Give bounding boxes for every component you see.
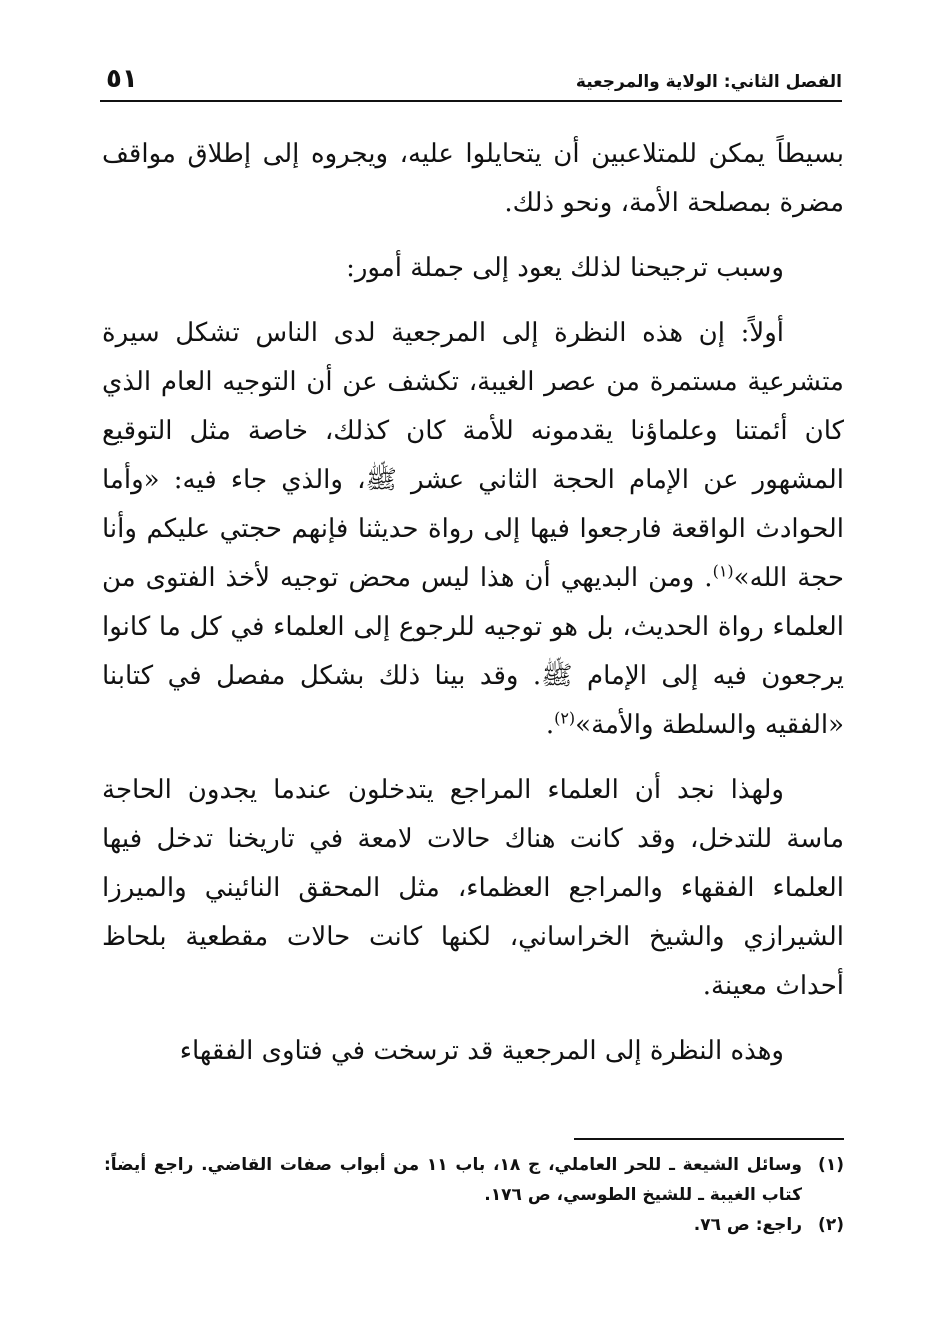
footnote-1 (104, 1150, 844, 1210)
page-number: ٥١ (106, 64, 138, 94)
footnotes (104, 1150, 844, 1240)
paragraph-3-part-c: . (545, 710, 555, 740)
footnote-text-1: وسائل الشيعة ـ للحر العاملي، ج ١٨، باب ١١ من أبواب صفات القاضي. راجع أيضاً: كتاب الغيبة ـ للشيخ الطوسي، ص ١٧٦. (104, 1155, 802, 1205)
footnote-divider (574, 1138, 844, 1140)
page-header (100, 62, 842, 102)
chapter-title: الفصل الثاني: الولاية والمرجعية (575, 72, 842, 92)
footnote-mark-1: (١) (818, 1155, 844, 1175)
paragraph-5: وهذه النظرة إلى المرجعية قد ترسخت في فتاوى الفقهاء (179, 1036, 784, 1066)
main-text (102, 130, 844, 1092)
footnote-mark-2: (٢) (818, 1215, 844, 1235)
paragraph-3-part-a: أولاً: إن هذه النظرة إلى المرجعية لدى الناس تشكل سيرة متشرعية مستمرة من عصر الغيبة، تكشف عن أن التوجيه العام الذي كان أئمتنا وعلماؤنا يقدمونه للأمة كان كذلك، خاصة مثل التوقيع المشهور عن الإمام الحجة الثاني عشر ﷺ، والذي جاء فيه: «وأما الحوادث الواقعة فارجعوا فيها إلى رواة حديثنا فإنهم حجتي عليكم وأنا حجة الله» (102, 318, 844, 593)
paragraph-1: بسيطاً يمكن للمتلاعبين أن يتحايلوا عليه، ويجروه إلى إطلاق مواقف مضرة بمصلحة الأمة، ونحو ذلك. (102, 139, 844, 218)
footnote-2 (104, 1210, 844, 1240)
footnote-ref-2: (٢) (554, 708, 576, 728)
footnote-text-2: راجع: ص ٧٦. (693, 1215, 802, 1235)
header-divider (100, 100, 842, 102)
paragraph-2: وسبب ترجيحنا لذلك يعود إلى جملة أمور: (346, 253, 784, 283)
paragraph-3 (102, 309, 844, 750)
footnote-ref-1: (١) (712, 561, 734, 581)
paragraph-3-part-b: . ومن البديهي أن هذا ليس محض توجيه لأخذ الفتوى من العلماء رواة الحديث، بل هو توجيه للرجوع إلى العلماء في كل ما كانوا يرجعون فيه إلى الإمام ﷺ. وقد بينا ذلك بشكل مفصل في كتابنا «الفقيه والسلطة والأمة» (102, 563, 844, 740)
paragraph-4: ولهذا نجد أن العلماء المراجع يتدخلون عندما يجدون الحاجة ماسة للتدخل، وقد كانت هناك حالات لامعة في تاريخنا تدخل فيها العلماء الفقهاء والمراجع العظماء، مثل المحقق النائيني والميرزا الشيرازي والشيخ الخراساني، لكنها كانت حالات مقطعية بلحاظ أحداث معينة. (102, 775, 844, 1001)
